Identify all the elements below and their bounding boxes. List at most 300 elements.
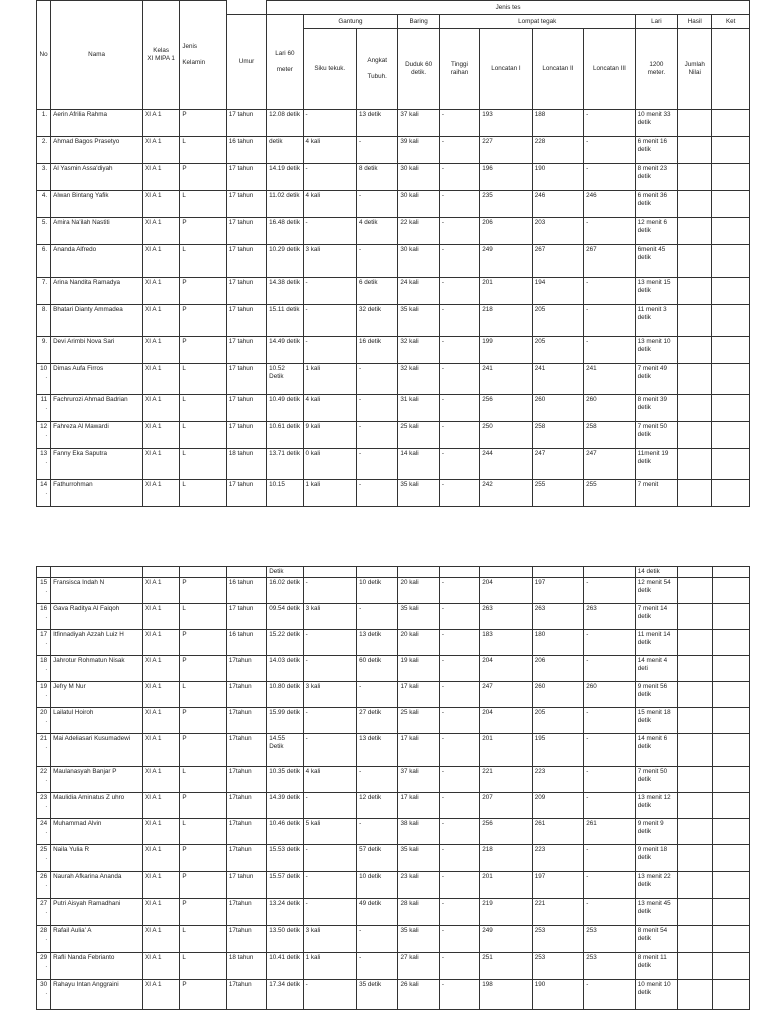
- cell-ket: [712, 480, 750, 507]
- cell-lari-1200: 13 menit 15 detik: [635, 278, 677, 305]
- cell-lari-1200: 8 menit 23 detik: [635, 164, 677, 191]
- cell-loncatan-2: 267: [532, 245, 583, 278]
- cell-no: 14.: [37, 480, 51, 507]
- header-baring: Baring: [398, 15, 439, 29]
- header-loncatan-1: Loncatan I: [480, 29, 533, 110]
- cell-siku-tekuk: -: [303, 110, 357, 137]
- cell-siku-tekuk: -: [303, 305, 357, 337]
- cell-angkat-tubuh: -: [357, 480, 398, 507]
- cell-kelas: XI A 1: [143, 305, 180, 337]
- cell-angkat-tubuh: 10 detik: [357, 871, 398, 898]
- cell-loncatan-1: 244: [480, 449, 533, 480]
- cell-angkat-tubuh: -: [357, 925, 398, 952]
- cell-ket: [712, 395, 750, 422]
- cell-kelas: XI A 1: [143, 707, 180, 733]
- cell-tinggi-raihan: -: [439, 449, 479, 480]
- header-jenis-tes: Jenis tes: [267, 1, 750, 15]
- cell-lari-60: 15.99 detik: [267, 707, 303, 733]
- cell-loncatan-3: -: [584, 707, 636, 733]
- cell-umur: 17tahun: [226, 898, 266, 925]
- cell-loncatan-1: 199: [480, 337, 533, 364]
- cell-jenis-kelamin: P: [180, 305, 226, 337]
- cell-lari-1200: 6 menit 16 detik: [635, 137, 677, 164]
- cell-nama: Dimas Aufa Firros: [51, 364, 143, 395]
- cell-duduk-60: 37 kali: [398, 766, 439, 792]
- cell-loncatan-3: -: [584, 278, 635, 305]
- cell-jenis-kelamin: P: [180, 278, 226, 305]
- cell-jenis-kelamin: P: [180, 577, 226, 603]
- cell-umur: 17tahun: [226, 733, 266, 766]
- cell-loncatan-2: 197: [532, 871, 584, 898]
- cell-lari-1200: 12 menit 6 detik: [635, 218, 677, 245]
- cell-nama: Fanny Eka Saputra: [51, 449, 143, 480]
- cell-angkat-tubuh: 57 detik: [357, 844, 398, 871]
- cell-ket: [712, 364, 750, 395]
- cell-tinggi-raihan: -: [439, 137, 479, 164]
- cell-ket: [712, 577, 749, 603]
- cell-jenis-kelamin: L: [180, 364, 226, 395]
- table-row: [37, 278, 750, 305]
- cell-loncatan-3: -: [584, 792, 636, 818]
- cell-loncatan-3: -: [584, 629, 636, 655]
- cell-duduk-60: 14 kali: [398, 449, 439, 480]
- cell-umur: 17tahun: [226, 925, 266, 952]
- cell-loncatan-3: 253: [584, 952, 636, 979]
- cell-ket: [712, 164, 750, 191]
- cell-loncatan-1: 263: [480, 603, 533, 629]
- cell-angkat-tubuh: -: [357, 766, 398, 792]
- cell-jenis-kelamin: P: [180, 110, 226, 137]
- cell-no: 3.: [37, 164, 51, 191]
- cell-siku-tekuk: -: [303, 218, 357, 245]
- cell-loncatan-1: 251: [480, 952, 533, 979]
- cell-nama: Putri Aisyah Ramadhani: [51, 898, 143, 925]
- cell-loncatan-2: 255: [532, 480, 583, 507]
- cell-loncatan-3: -: [584, 733, 636, 766]
- cell-ket: [712, 422, 750, 449]
- cell-umur: 17 tahun: [226, 164, 266, 191]
- cell-loncatan-2: 263: [532, 603, 584, 629]
- cell-loncatan-3: -: [584, 110, 635, 137]
- cell-jenis-kelamin: L: [180, 245, 226, 278]
- cell-nama: Muhammad Alvin: [51, 818, 143, 844]
- cell-kelas: XI A 1: [143, 629, 180, 655]
- continuation-lari60: Detik: [267, 567, 303, 578]
- cell-duduk-60: 22 kali: [398, 218, 439, 245]
- cell-duduk-60: 38 kali: [398, 818, 439, 844]
- cell-duduk-60: 30 kali: [398, 164, 439, 191]
- header-tinggi-raihan: Tinggi raihan: [439, 29, 479, 110]
- cell-ket: [712, 707, 749, 733]
- cell-tinggi-raihan: -: [439, 681, 479, 707]
- table-body-page-2: [37, 567, 750, 1010]
- table-row: [37, 898, 750, 925]
- cell-tinggi-raihan: -: [439, 577, 479, 603]
- cell-ket: [712, 603, 749, 629]
- cell-jenis-kelamin: P: [180, 218, 226, 245]
- cell-duduk-60: 28 kali: [398, 898, 439, 925]
- cell-tinggi-raihan: -: [439, 164, 479, 191]
- cell-no: 19.: [37, 681, 51, 707]
- cell-lari-1200: 7 menit 14 detik: [635, 603, 677, 629]
- cell-duduk-60: 24 kali: [398, 278, 439, 305]
- table-row: [37, 480, 750, 507]
- cell-lari-60: 15.53 detik: [267, 844, 303, 871]
- cell-umur: 17 tahun: [226, 218, 266, 245]
- table-row: [37, 733, 750, 766]
- cell-lari-60: 15.22 detik: [267, 629, 303, 655]
- cell-lari-60: 10.41 detik: [267, 952, 303, 979]
- cell-angkat-tubuh: -: [357, 681, 398, 707]
- cell-umur: 17tahun: [226, 818, 266, 844]
- cell-jumlah-nilai: [678, 480, 712, 507]
- cell-jumlah-nilai: [678, 278, 712, 305]
- cell-loncatan-1: 193: [480, 110, 533, 137]
- cell-siku-tekuk: -: [303, 792, 357, 818]
- cell-nama: Al Yasmin Assa'diyah: [51, 164, 143, 191]
- cell-ket: [712, 629, 749, 655]
- header-loncatan-2: Loncatan II: [532, 29, 583, 110]
- cell-loncatan-2: 260: [532, 395, 583, 422]
- cell-nama: Devi Arimbi Nova Sari: [51, 337, 143, 364]
- cell-angkat-tubuh: -: [357, 449, 398, 480]
- cell-angkat-tubuh: 60 detik: [357, 655, 398, 681]
- cell-no: 15.: [37, 577, 51, 603]
- cell-siku-tekuk: 0 kali: [303, 449, 357, 480]
- cell-loncatan-1: 250: [480, 422, 533, 449]
- cell-lari-60: 13.50 detik: [267, 925, 303, 952]
- cell-jenis-kelamin: P: [180, 707, 226, 733]
- cell-kelas: XI A 1: [143, 818, 180, 844]
- cell-jenis-kelamin: L: [180, 766, 226, 792]
- cell-duduk-60: 27 kali: [398, 952, 439, 979]
- cell-tinggi-raihan: -: [439, 925, 479, 952]
- cell-siku-tekuk: 1 kali: [303, 480, 357, 507]
- cell-lari-1200: 14 menit 4 deti: [635, 655, 677, 681]
- cell-kelas: XI A 1: [143, 792, 180, 818]
- cell-duduk-60: 32 kali: [398, 337, 439, 364]
- cell-kelas: XI A 1: [143, 844, 180, 871]
- header-ket: Ket: [712, 15, 750, 29]
- cell-angkat-tubuh: 4 detik: [357, 218, 398, 245]
- cell-umur: 17 tahun: [226, 305, 266, 337]
- cell-angkat-tubuh: 13 detik: [357, 733, 398, 766]
- cell-kelas: XI A 1: [143, 395, 180, 422]
- table-row: [37, 681, 750, 707]
- cell-jumlah-nilai: [678, 603, 712, 629]
- cell-jumlah-nilai: [678, 110, 712, 137]
- cell-ket: [712, 871, 749, 898]
- cell-tinggi-raihan: -: [439, 792, 479, 818]
- cell-kelas: XI A 1: [143, 449, 180, 480]
- cell-jumlah-nilai: [678, 164, 712, 191]
- cell-loncatan-1: 201: [480, 733, 533, 766]
- cell-lari-60: 10.35 detik: [267, 766, 303, 792]
- cell-tinggi-raihan: -: [439, 245, 479, 278]
- cell-jenis-kelamin: L: [180, 395, 226, 422]
- cell-jenis-kelamin: L: [180, 925, 226, 952]
- cell-angkat-tubuh: 35 detik: [357, 979, 398, 1009]
- cell-umur: 17 tahun: [226, 480, 266, 507]
- cell-lari-60: 12.08 detik: [267, 110, 303, 137]
- cell-no: 4.: [37, 191, 51, 218]
- cell-nama: Naila Yulia R: [51, 844, 143, 871]
- cell-no: 17.: [37, 629, 51, 655]
- header-lari: Lari: [635, 15, 677, 29]
- cell-angkat-tubuh: 8 detik: [357, 164, 398, 191]
- cell-lari-1200: 11menit 19 detik: [635, 449, 677, 480]
- cell-duduk-60: 31 kali: [398, 395, 439, 422]
- cell-ket: [712, 191, 750, 218]
- cell-loncatan-1: 196: [480, 164, 533, 191]
- cell-duduk-60: 25 kali: [398, 707, 439, 733]
- cell-duduk-60: 35 kali: [398, 844, 439, 871]
- header-lompat-tegak: Lompat tegak: [439, 15, 635, 29]
- table-row: [37, 164, 750, 191]
- cell-nama: Arina Nandita Ramadya: [51, 278, 143, 305]
- cell-nama: Itfinnadiyah Azzah Luiz H: [51, 629, 143, 655]
- cell-ket: [712, 681, 749, 707]
- cell-loncatan-3: -: [584, 898, 636, 925]
- table-row: [37, 792, 750, 818]
- cell-ket: [712, 925, 749, 952]
- cell-ket: [712, 337, 750, 364]
- cell-nama: Lailatul Hoiroh: [51, 707, 143, 733]
- cell-angkat-tubuh: -: [357, 818, 398, 844]
- cell-nama: Fathurrohman: [51, 480, 143, 507]
- cell-no: 20.: [37, 707, 51, 733]
- cell-loncatan-1: 218: [480, 305, 533, 337]
- cell-lari-60: 14.38 detik: [267, 278, 303, 305]
- cell-tinggi-raihan: -: [439, 766, 479, 792]
- header-lari-1200: 1200 meter.: [635, 29, 677, 110]
- cell-siku-tekuk: -: [303, 337, 357, 364]
- cell-no: 9.: [37, 337, 51, 364]
- cell-nama: Ahmad Bagos Prasetyo: [51, 137, 143, 164]
- cell-tinggi-raihan: -: [439, 395, 479, 422]
- cell-jumlah-nilai: [678, 952, 712, 979]
- cell-umur: 17 tahun: [226, 364, 266, 395]
- cell-no: 6.: [37, 245, 51, 278]
- cell-duduk-60: 17 kali: [398, 681, 439, 707]
- cell-ket: [712, 844, 749, 871]
- cell-tinggi-raihan: -: [439, 191, 479, 218]
- cell-loncatan-2: 246: [532, 191, 583, 218]
- cell-angkat-tubuh: 27 detik: [357, 707, 398, 733]
- cell-tinggi-raihan: -: [439, 952, 479, 979]
- cell-lari-60: 15.11 detik: [267, 305, 303, 337]
- table-row: [37, 191, 750, 218]
- cell-kelas: XI A 1: [143, 766, 180, 792]
- cell-siku-tekuk: 4 kali: [303, 191, 357, 218]
- cell-lari-1200: 11 menit 14 detik: [635, 629, 677, 655]
- cell-jenis-kelamin: L: [180, 480, 226, 507]
- cell-no: 1.: [37, 110, 51, 137]
- cell-lari-1200: 6menit 45 detik: [635, 245, 677, 278]
- cell-jumlah-nilai: [678, 449, 712, 480]
- cell-loncatan-1: 249: [480, 245, 533, 278]
- cell-jenis-kelamin: P: [180, 898, 226, 925]
- cell-siku-tekuk: 5 kali: [303, 818, 357, 844]
- cell-duduk-60: 37 kali: [398, 110, 439, 137]
- cell-loncatan-2: 253: [532, 952, 584, 979]
- cell-nama: Mai Adeliasari Kusumadewi: [51, 733, 143, 766]
- cell-loncatan-1: 241: [480, 364, 533, 395]
- cell-siku-tekuk: -: [303, 655, 357, 681]
- cell-tinggi-raihan: -: [439, 603, 479, 629]
- cell-ket: [712, 449, 750, 480]
- cell-jumlah-nilai: [678, 898, 712, 925]
- cell-angkat-tubuh: 12 detik: [357, 792, 398, 818]
- cell-no: 2.: [37, 137, 51, 164]
- cell-lari-60: 10.49 detik: [267, 395, 303, 422]
- cell-loncatan-2: 190: [532, 979, 584, 1009]
- cell-loncatan-2: 247: [532, 449, 583, 480]
- cell-jenis-kelamin: P: [180, 337, 226, 364]
- cell-jumlah-nilai: [678, 733, 712, 766]
- cell-angkat-tubuh: -: [357, 952, 398, 979]
- cell-loncatan-1: 204: [480, 707, 533, 733]
- header-nama: Nama: [51, 1, 143, 110]
- cell-loncatan-3: -: [584, 979, 636, 1009]
- cell-jenis-kelamin: L: [180, 449, 226, 480]
- cell-nama: Amira Na'ilah Nastiti: [51, 218, 143, 245]
- cell-kelas: XI A 1: [143, 245, 180, 278]
- cell-jumlah-nilai: [678, 364, 712, 395]
- header-no: No: [37, 1, 51, 110]
- cell-umur: 17 tahun: [226, 110, 266, 137]
- cell-loncatan-2: 205: [532, 707, 584, 733]
- cell-lari-60: 10.29 detik: [267, 245, 303, 278]
- cell-no: 21.: [37, 733, 51, 766]
- table-row: [37, 844, 750, 871]
- cell-umur: 17 tahun: [226, 245, 266, 278]
- cell-umur: 17 tahun: [226, 337, 266, 364]
- cell-lari-1200: 7 menit 50 detik: [635, 766, 677, 792]
- cell-lari-1200: 8 menit 54 detik: [635, 925, 677, 952]
- cell-jumlah-nilai: [678, 395, 712, 422]
- cell-ket: [712, 218, 750, 245]
- table-row: [37, 925, 750, 952]
- cell-loncatan-1: 221: [480, 766, 533, 792]
- cell-duduk-60: 23 kali: [398, 871, 439, 898]
- cell-umur: 17tahun: [226, 681, 266, 707]
- cell-no: 27.: [37, 898, 51, 925]
- cell-kelas: XI A 1: [143, 871, 180, 898]
- cell-duduk-60: 17 kali: [398, 733, 439, 766]
- cell-jenis-kelamin: L: [180, 952, 226, 979]
- cell-loncatan-2: 205: [532, 337, 583, 364]
- cell-lari-60: 09.54 detik: [267, 603, 303, 629]
- cell-jumlah-nilai: [678, 925, 712, 952]
- cell-nama: Gava Raditya Al Faiqoh: [51, 603, 143, 629]
- cell-loncatan-1: 201: [480, 278, 533, 305]
- cell-lari-60: 11.02 detik: [267, 191, 303, 218]
- cell-jenis-kelamin: P: [180, 629, 226, 655]
- cell-angkat-tubuh: 13 detik: [357, 629, 398, 655]
- cell-siku-tekuk: -: [303, 898, 357, 925]
- cell-lari-1200: 13 menit 22 detik: [635, 871, 677, 898]
- cell-lari-1200: 14 menit 6 detik: [635, 733, 677, 766]
- cell-nama: Jahrotur Rohmatun Nisak: [51, 655, 143, 681]
- cell-lari-1200: 9 menit 56 detik: [635, 681, 677, 707]
- cell-loncatan-2: 188: [532, 110, 583, 137]
- cell-tinggi-raihan: -: [439, 898, 479, 925]
- cell-loncatan-3: 263: [584, 603, 636, 629]
- cell-loncatan-3: 261: [584, 818, 636, 844]
- cell-umur: 17tahun: [226, 707, 266, 733]
- cell-kelas: XI A 1: [143, 681, 180, 707]
- cell-loncatan-1: 198: [480, 979, 533, 1009]
- cell-tinggi-raihan: -: [439, 844, 479, 871]
- cell-umur: 16 tahun: [226, 577, 266, 603]
- cell-loncatan-2: 180: [532, 629, 584, 655]
- cell-nama: Bhatari Dianty Ammadea: [51, 305, 143, 337]
- cell-loncatan-3: -: [584, 766, 636, 792]
- cell-loncatan-3: 258: [584, 422, 635, 449]
- cell-umur: 17tahun: [226, 844, 266, 871]
- table-row: [37, 629, 750, 655]
- fitness-test-table-page-1: [36, 0, 750, 507]
- cell-loncatan-1: 218: [480, 844, 533, 871]
- cell-lari-60: 10.52 Detik: [267, 364, 303, 395]
- cell-jenis-kelamin: P: [180, 655, 226, 681]
- cell-lari-1200: 7 menit 49 detik: [635, 364, 677, 395]
- table-row: [37, 449, 750, 480]
- header-jumlah-nilai: Jumlah Nilai: [678, 29, 712, 110]
- cell-loncatan-1: 206: [480, 218, 533, 245]
- cell-lari-60: 14.49 detik: [267, 337, 303, 364]
- table-row: [37, 364, 750, 395]
- cell-loncatan-3: -: [584, 305, 635, 337]
- cell-tinggi-raihan: -: [439, 110, 479, 137]
- cell-kelas: XI A 1: [143, 422, 180, 449]
- cell-lari-60: 10.61 detik: [267, 422, 303, 449]
- cell-no: 10.: [37, 364, 51, 395]
- cell-duduk-60: 35 kali: [398, 603, 439, 629]
- cell-siku-tekuk: -: [303, 629, 357, 655]
- cell-lari-1200: 15 menit 18 detik: [635, 707, 677, 733]
- cell-no: 22.: [37, 766, 51, 792]
- cell-lari-60: 14.55 Detik: [267, 733, 303, 766]
- cell-tinggi-raihan: -: [439, 218, 479, 245]
- cell-ket: [712, 305, 750, 337]
- cell-nama: Fransisca Indah N: [51, 577, 143, 603]
- cell-siku-tekuk: -: [303, 164, 357, 191]
- cell-lari-60: 16.02 detik: [267, 577, 303, 603]
- cell-siku-tekuk: -: [303, 979, 357, 1009]
- cell-loncatan-1: 183: [480, 629, 533, 655]
- cell-loncatan-3: -: [584, 844, 636, 871]
- cell-no: 18.: [37, 655, 51, 681]
- cell-jenis-kelamin: L: [180, 422, 226, 449]
- cell-umur: 18 tahun: [226, 449, 266, 480]
- cell-lari-1200: 8 menit 39 detik: [635, 395, 677, 422]
- cell-umur: 17tahun: [226, 655, 266, 681]
- cell-jumlah-nilai: [678, 871, 712, 898]
- cell-no: 5.: [37, 218, 51, 245]
- table-row: [37, 871, 750, 898]
- cell-angkat-tubuh: 6 detik: [357, 278, 398, 305]
- cell-loncatan-3: 255: [584, 480, 635, 507]
- header-jenis-kelamin: Jenis Kelamin: [180, 1, 226, 110]
- cell-duduk-60: 19 kali: [398, 655, 439, 681]
- cell-loncatan-2: 190: [532, 164, 583, 191]
- cell-siku-tekuk: 3 kali: [303, 925, 357, 952]
- cell-angkat-tubuh: -: [357, 191, 398, 218]
- cell-jumlah-nilai: [678, 245, 712, 278]
- cell-lari-1200: 13 menit 45 detik: [635, 898, 677, 925]
